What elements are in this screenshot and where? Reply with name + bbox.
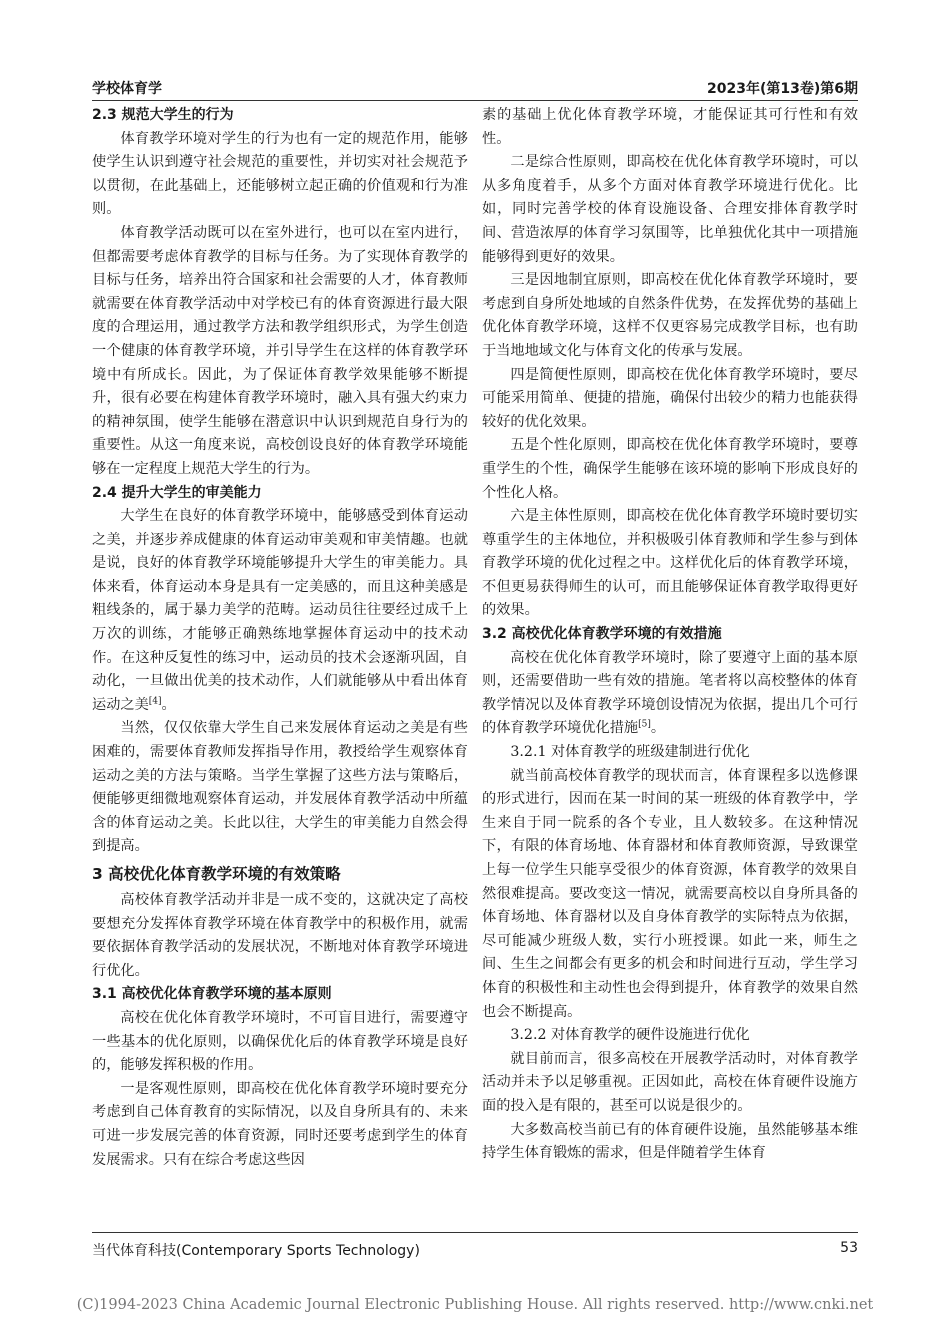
- paragraph-text: 高校在优化体育教学环境时，除了要遵守上面的基本原则，还需要借助一些有效的措施。笔者将以高校整体的体育教学情况以及体育教学环境创设情况为依据，提出几个可行的体育教学环境优化措施: [482, 649, 858, 737]
- header-rule: [92, 100, 858, 101]
- paragraph-text: 大学生在良好的体育教学环境中，能够感受到体育运动之美，并逐步养成健康的体育运动审美观和审美情趣。也就是说，良好的体育教学环境能够提升大学生的审美能力。具体来看，体育运动本身是具有一定美感的，而且这种美感是粗线条的，属于暴力美学的范畴。运动员往往要经过成千上万次的训练，才能够正确熟练地掌握体育运动中的技术动作。在这种反复性的练习中，运动员的技术会逐渐巩固，自动化，一旦做出优美的技术动作，人们就能够从中看出体育运动之美: [92, 508, 468, 713]
- paragraph: [482, 647, 858, 741]
- paragraph: 二是综合性原则，即高校在优化体育教学环境时，可以从多角度着手，从多个方面对体育教学环境进行优化。比如，同时完善学校的体育设施设备、合理安排体育教学时间、营造浓厚的体育学习氛围等，比单独优化其中一项措施能够得到更好的效果。: [482, 154, 858, 265]
- section-3-title: 3 高校优化体育教学环境的有效策略: [92, 865, 341, 883]
- paragraph: 当然，仅仅依靠大学生自己来发展体育运动之美是有些困难的，需要体育教师发挥指导作用，教授给学生观察体育运动之美的方法与策略。当学生掌握了这些方法与策略后，便能够更细微地观察体育运动，并发展体育教学活动中所蕴含的体育运动之美。长此以往，大学生的审美能力自然会得到提高。: [92, 720, 468, 855]
- copyright-notice: (C)1994-2023 China Academic Journal Electronic Publishing House. All rights reserved. http://www.cnki.net: [76, 1297, 874, 1313]
- page-number: 53: [840, 1240, 858, 1256]
- footer-journal: 当代体育科技(Contemporary Sports Technology): [92, 1243, 420, 1259]
- paragraph: 体育教学活动既可以在室外进行，也可以在室内进行，但都需要考虑体育教学的目标与任务。为了实现体育教学的目标与任务，培养出符合国家和社会需要的人才，体育教师就需要在体育教学活动中对学校已有的体育资源进行最大限度的合理运用，通过教学方法和教学组织形式，为学生创造一个健康的体育教学环境，并引导学生在这样的体育教学环境中有所成长。因此，为了保证体育教学效果能够不断提升，很有必要在构建体育教学环境时，融入具有强大约束力的精神氛围，使学生能够在潜意识中认识到规范自身行为的重要性。从这一角度来说，高校创设良好的体育教学环境能够在一定程度上规范大学生的行为。: [92, 224, 468, 477]
- paragraph: 六是主体性原则，即高校在优化体育教学环境时要切实尊重学生的主体地位，并积极吸引体育教师和学生参与到体育教学环境的优化过程之中。这样优化后的体育教学环境，不但更易获得师生的认可，而且能够保证体育教学取得更好的效果。: [482, 508, 858, 619]
- section-2-3-title: 2.3 规范大学生的行为: [92, 107, 234, 123]
- subsection-3-2-2-title: 3.2.2 对体育教学的硬件设施进行优化: [510, 1027, 750, 1044]
- paragraph: [92, 505, 468, 717]
- paragraph: 三是因地制宜原则，即高校在优化体育教学环境时，要考虑到自身所处地域的自然条件优势，在发挥优势的基础上优化体育教学环境，这样不仅更容易完成教学目标，也有助于当地地域文化与体育文化的传承与发展。: [482, 272, 858, 359]
- left-column: [92, 104, 468, 1172]
- running-header-journal: 学校体育学: [92, 81, 162, 97]
- right-column: [482, 104, 858, 1166]
- paragraph: 一是客观性原则，即高校在优化体育教学环境时要充分考虑到自己体育教育的实际情况，以及自身所具有的、未来可进一步发展完善的体育资源，同时还要考虑到学生的体育发展需求。只有在综合考虑这些因: [92, 1080, 468, 1168]
- section-2-4-title: 2.4 提升大学生的审美能力: [92, 484, 262, 501]
- paragraph: 五是个性化原则，即高校在优化体育教学环境时，要尊重学生的个性，确保学生能够在该环境的影响下形成良好的个性化人格。: [482, 437, 858, 501]
- citation-ref: [5]: [638, 719, 651, 730]
- paragraph: 高校体育教学活动并非是一成不变的，这就决定了高校要想充分发挥体育教学环境在体育教学中的积极作用，就需要依据体育教学活动的发展状况，不断地对体育教学环境进行优化。: [92, 892, 468, 979]
- citation-ref: [4]: [148, 696, 162, 707]
- paragraph: 四是简便性原则，即高校在优化体育教学环境时，要尽可能采用简单、便捷的措施，确保付出较少的精力也能获得较好的优化效果。: [482, 366, 858, 430]
- running-header-issue: 2023年(第13卷)第6期: [707, 81, 858, 97]
- section-3-2-title: 3.2 高校优化体育教学环境的有效措施: [482, 626, 722, 643]
- section-3-1-title: 3.1 高校优化体育教学环境的基本原则: [92, 986, 332, 1003]
- paragraph: 就当前高校体育教学的现状而言，体育课程多以选修课的形式进行，因而在某一时间的某一班级的体育教学中，学生来自于同一院系的各个专业，且人数较多。在这种情况下，有限的体育场地、体育器材和体育教师资源，导致课堂上每一位学生只能享受很少的体育资源，体育教学的效果自然很难提高。要改变这一情况，就需要高校以自身所具备的体育场地、体育器材以及自身体育教学的实际特点为依据，尽可能减少班级人数，实行小班授课。如此一来，师生之间、生生之间都会有更多的机会和时间进行互动，学生学习体育的积极性和主动性也会得到提升，体育教学的效果自然也会不断提高。: [482, 767, 858, 1020]
- paragraph: 体育教学环境对学生的行为也有一定的规范作用，能够使学生认识到遵守社会规范的重要性，并切实对社会规范予以贯彻，在此基础上，还能够树立起正确的价值观和行为准则。: [92, 130, 468, 218]
- footer-rule: [92, 1232, 858, 1233]
- paragraph: 就目前而言，很多高校在开展教学活动时，对体育教学活动并未予以足够重视。正因如此，高校在体育硬件设施方面的投入是有限的，甚至可以说是很少的。: [482, 1050, 858, 1114]
- paragraph-continued: 素的基础上优化体育教学环境，才能保证其可行性和有效性。: [482, 107, 858, 147]
- paragraph: 大多数高校当前已有的体育硬件设施，虽然能够基本维持学生体育锻炼的需求，但是伴随着学生体育: [482, 1121, 858, 1162]
- paragraph-text: 。: [161, 696, 176, 713]
- subsection-3-2-1-title: 3.2.1 对体育教学的班级建制进行优化: [510, 744, 750, 761]
- paragraph: 高校在优化体育教学环境时，不可盲目进行，需要遵守一些基本的优化原则，以确保优化后的体育教学环境是良好的，能够发挥积极的作用。: [92, 1009, 468, 1074]
- paragraph-text: 。: [650, 720, 666, 737]
